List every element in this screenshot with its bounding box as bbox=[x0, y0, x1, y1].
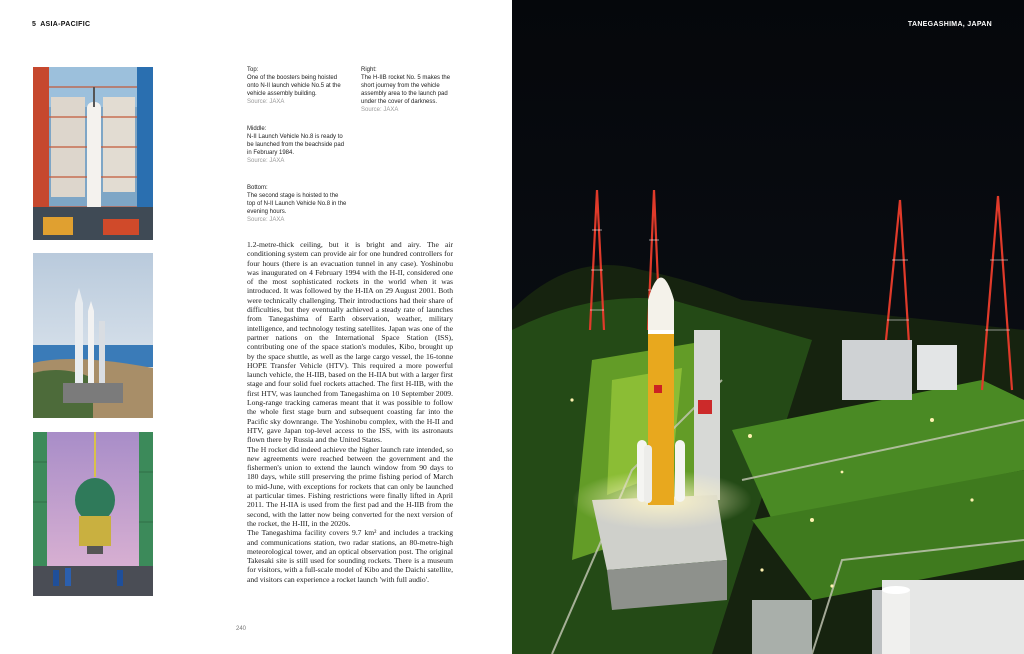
body-paragraph: 1.2-metre-thick ceiling, but it is bright and airy. The air conditioning system can provide air for one hundred controllers for four hours (there is an evacuation tunnel in any case). Yoshinobu was inaugurated on 4 February 1994 with the H-II, considered one of the most sophisticated rockets in the world when it was introduced. It was followed by the H-IIA on 29 August 2001. Both were technically challenging. Their introductions had their share of difficulties, but they eventually achieved a steady rate of launches from Tanegashima of Earth observation, weather, military intelligence, and technology testing satellites. Japan was one of the partner nations on the International Space Station (ISS), contributing one of the space station's modules, Kibo, brought up by the space shuttle, as well as the large cargo vessel, the 16-tonne HOPE Transfer Vehicle (HTV). This required a more powerful launch vehicle, the H-IIB, based on the H-IIA but with a larger first stage and four solid fuel rockets attached. The first H-IIB, with the first HTV, was launched from Tanegashima on 10 September 2009. Long-range tracking cameras meant that it was possible to follow the whole first stage burn and subsequent coasting far into the Pacific sky downrange. The Yoshinobu complex, with the H-II and HTV, gave Japan top-level access to the ISS, with its astronauts flown there by Russia and the United States. bbox=[247, 240, 453, 445]
photo-h-iib-rollout bbox=[512, 0, 1024, 654]
caption-top-text: One of the boosters being hoisted onto N-II launch vehicle No.5 at the vehicle assembly building. bbox=[247, 75, 341, 97]
caption-top-source: Source: JAXA bbox=[247, 99, 285, 105]
photo-booster-hoist bbox=[33, 67, 153, 240]
caption-right-source: Source: JAXA bbox=[361, 107, 399, 113]
page-number: 240 bbox=[236, 626, 247, 632]
section-title: ASIA-PACIFIC bbox=[40, 21, 91, 28]
caption-right-text: The H-IIB rocket No. 5 makes the short journey from the vehicle assembly area to the launch pad under the cover of darkness. bbox=[361, 75, 451, 105]
caption-middle-text: N-II Launch Vehicle No.8 is ready to be launched from the beachside pad in February 1984. bbox=[247, 134, 345, 156]
caption-middle-source: Source: JAXA bbox=[247, 158, 285, 164]
caption-right-heading: Right: bbox=[361, 67, 377, 73]
caption-bottom-text: The second stage is hoisted to the top of N-II Launch Vehicle No.8 in the evening hours. bbox=[247, 193, 347, 215]
caption-top bbox=[247, 66, 347, 106]
photo-beachside-pad bbox=[33, 253, 153, 418]
caption-middle-heading: Middle: bbox=[247, 126, 267, 132]
section-number: 5 bbox=[32, 21, 37, 28]
body-text bbox=[247, 240, 453, 584]
photo-second-stage-hoist bbox=[33, 432, 153, 596]
section-header bbox=[32, 21, 90, 28]
right-page bbox=[512, 0, 1024, 654]
location-header: TANEGASHIMA, JAPAN bbox=[907, 21, 992, 28]
caption-bottom-source: Source: JAXA bbox=[247, 217, 285, 223]
caption-bottom-heading: Bottom: bbox=[247, 185, 268, 191]
caption-middle bbox=[247, 125, 347, 165]
body-paragraph: The H rocket did indeed achieve the higher launch rate intended, so new agreements were reached between the government and the fishermen's union to extend the launch window from 90 days to 180 days, while still preserving the prime fishing period of March to mid-June, with exceptions for rockets that can only be launched at particular times. Fishing restrictions were finally lifted in April 2011. The H-IIA is used from the first pad and the H-IIB from the second, with the latter now being converted for the next version of the rocket, the H-III, in the 2020s. bbox=[247, 444, 453, 528]
body-paragraph: The Tanegashima facility covers 9.7 km² and includes a tracking and communications station, two radar stations, an 80-metre-high meteorological tower, and an optical observation post. The original Takesaki site is still used for sounding rockets. There is a museum for visitors, with a full-scale model of Kibo and the Daichi satellite, and visitors can experience a rocket launch 'with full audio'. bbox=[247, 528, 453, 584]
caption-top-heading: Top: bbox=[247, 67, 259, 73]
caption-right bbox=[361, 66, 461, 114]
caption-bottom bbox=[247, 184, 347, 224]
